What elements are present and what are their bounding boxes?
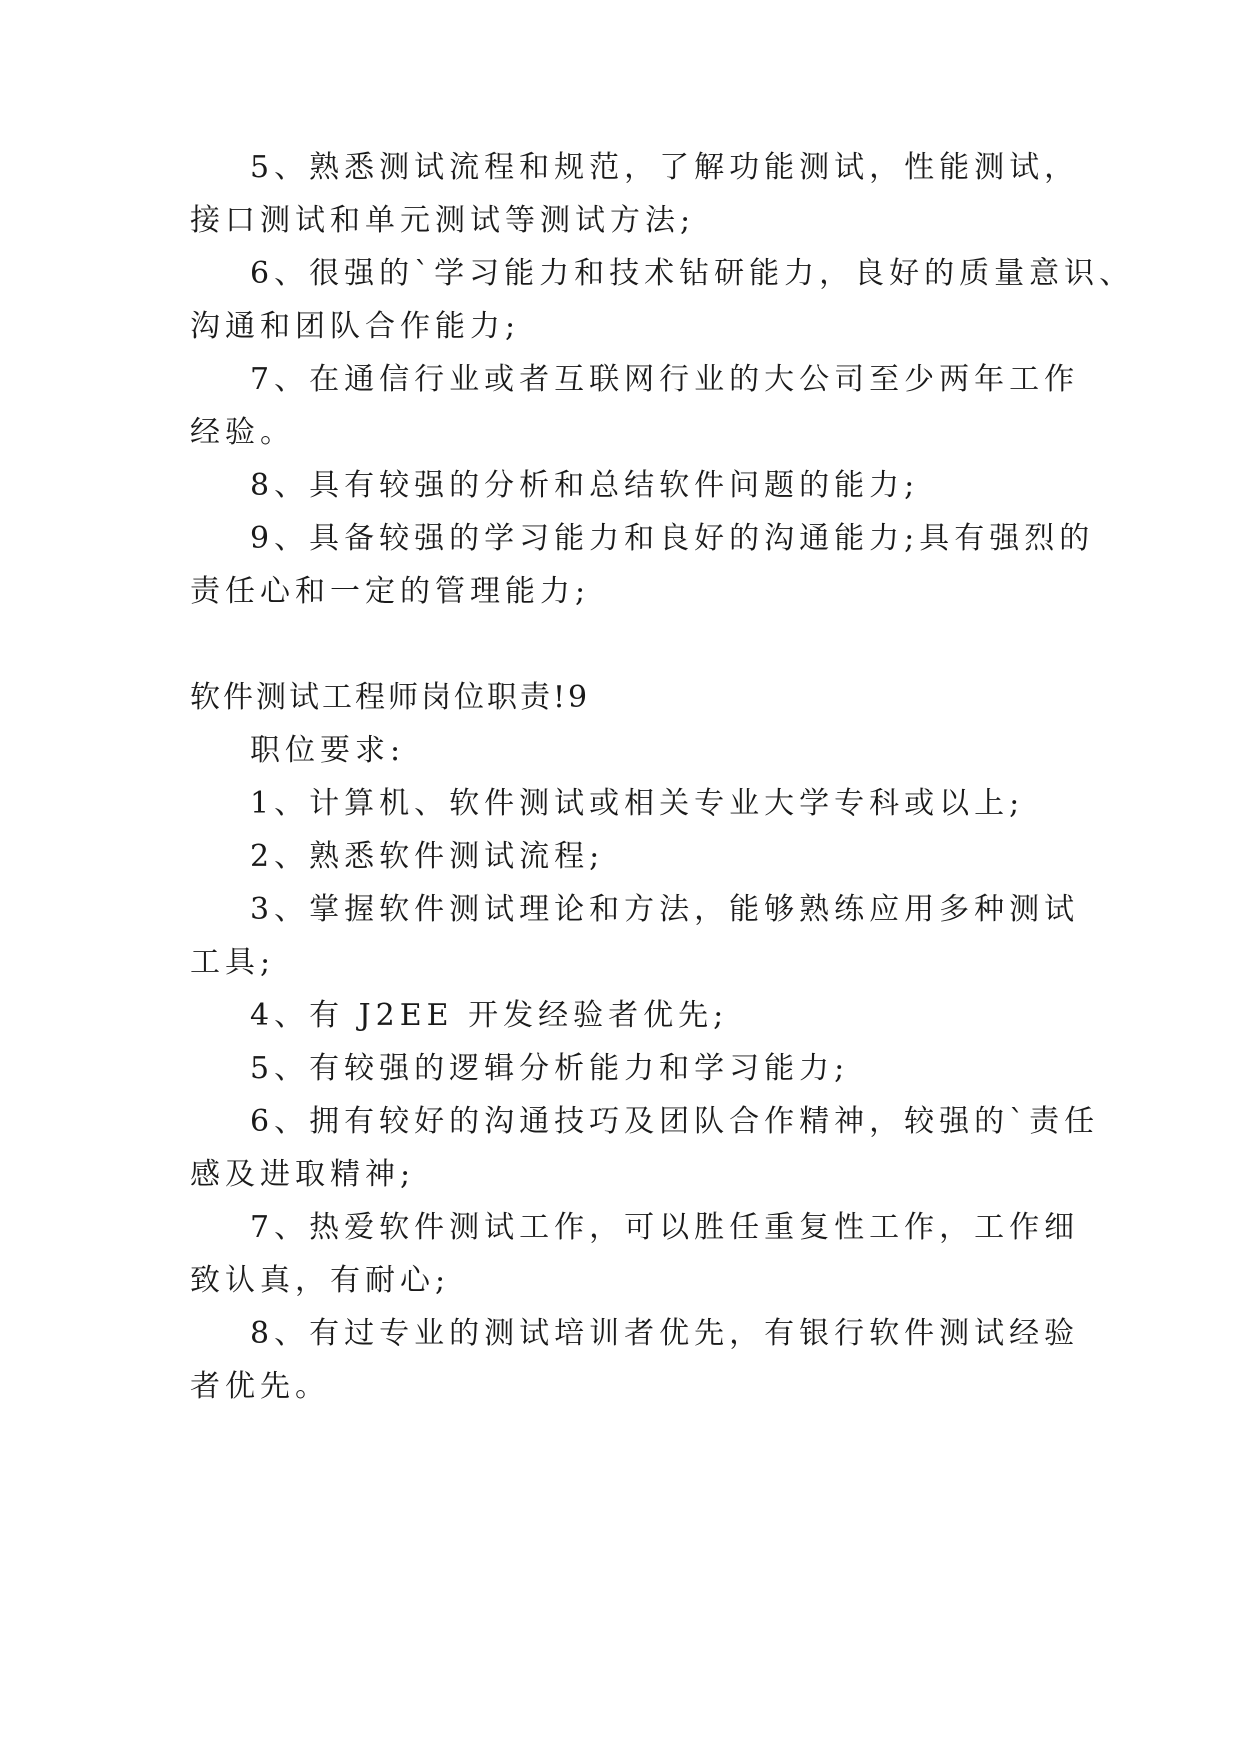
text-line: 7、在通信行业或者互联网行业的大公司至少两年工作 [250, 362, 1080, 397]
text-line: 8、具有较强的分析和总结软件问题的能力; [250, 468, 920, 503]
text-line: 致认真，有耐心; [190, 1263, 451, 1298]
text-line: 4、有 J2EE 开发经验者优先; [250, 998, 729, 1033]
text-line: 6、很强的`学习能力和技术钻研能力，良好的质量意识、 [250, 256, 1135, 291]
text-line: 职位要求: [250, 733, 406, 768]
text-line: 3、掌握软件测试理论和方法，能够熟练应用多种测试 [250, 892, 1080, 927]
text-line: 6、拥有较好的沟通技巧及团队合作精神，较强的`责任 [250, 1104, 1100, 1139]
text-line: 2、熟悉软件测试流程; [250, 839, 605, 874]
text-line: 5、有较强的逻辑分析能力和学习能力; [250, 1051, 850, 1086]
text-line: 沟通和团队合作能力; [190, 309, 521, 344]
text-line: 感及进取精神; [190, 1157, 416, 1192]
text-line: 经验。 [190, 415, 295, 450]
text-line: 7、热爱软件测试工作，可以胜任重复性工作，工作细 [250, 1210, 1080, 1245]
text-line: 责任心和一定的管理能力; [190, 574, 591, 609]
section-heading: 软件测试工程师岗位职责!9 [190, 680, 591, 715]
text-line: 9、具备较强的学习能力和良好的沟通能力;具有强烈的 [250, 521, 1095, 556]
text-line: 工具; [190, 945, 276, 980]
text-line: 5、熟悉测试流程和规范，了解功能测试，性能测试， [250, 150, 1080, 185]
text-line: 8、有过专业的测试培训者优先，有银行软件测试经验 [250, 1316, 1080, 1351]
text-line: 者优先。 [190, 1369, 330, 1404]
text-line: 1、计算机、软件测试或相关专业大学专科或以上; [250, 786, 1025, 821]
text-line: 接口测试和单元测试等测试方法; [190, 203, 696, 238]
